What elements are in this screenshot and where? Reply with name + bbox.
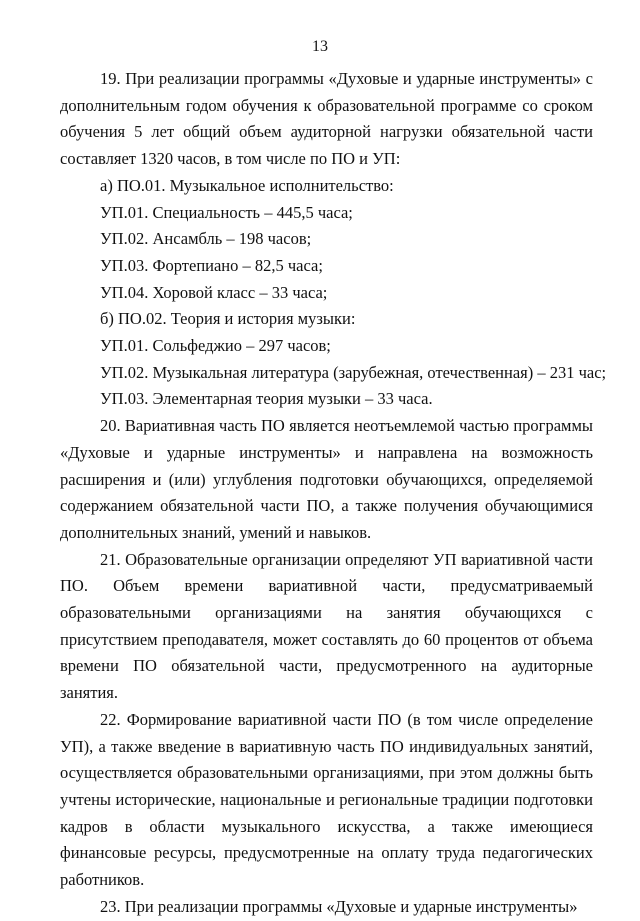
document-body: [60, 66, 607, 921]
hours-list: [60, 173, 607, 413]
list-item: УП.02. Музыкальная литература (зарубежная, отечественная) – 231 час;: [100, 362, 607, 382]
list-item: УП.01. Сольфеджио – 297 часов;: [100, 336, 331, 356]
list-item: УП.03. Фортепиано – 82,5 часа;: [100, 255, 323, 275]
list-item: УП.02. Ансамбль – 198 часов;: [100, 229, 312, 249]
list-item: б) ПО.02. Теория и история музыки:: [100, 309, 356, 329]
paragraph-22: 22. Формирование вариативной части ПО (в том числе определение УП), а также введение в вариативную часть ПО индивидуальных занятий, осуществляется образовательными организациями, при этом должны быть учтены исторические, национальные и региональные традиции подготовки кадров в области музыкального искусства, а также имеющиеся финансовые ресурсы, предусмотренные на оплату труда педагогических работников.: [60, 709, 593, 890]
paragraph-20: 20. Вариативная часть ПО является неотъемлемой частью программы «Духовые и ударные инструменты» и направлена на возможность расширения и (или) углубления подготовки обучающихся, определяемой содержанием обязательной части ПО, а также получения обучающимися дополнительных знаний, умений и навыков.: [60, 416, 593, 542]
paragraph-23: 23. При реализации программы «Духовые и ударные инструменты»: [100, 896, 578, 916]
list-item: а) ПО.01. Музыкальное исполнительство:: [100, 175, 394, 195]
list-item: УП.01. Специальность – 445,5 часа;: [100, 202, 353, 222]
list-item: УП.04. Хоровой класс – 33 часа;: [100, 282, 328, 302]
paragraph-21: 21. Образовательные организации определяют УП вариативной части ПО. Объем времени вариативной части, предусматриваемый образовательными организациями на занятия обучающихся с присутствием преподавателя, может составлять до 60 процентов от объема времени ПО обязательной части, предусмотренного на аудиторные занятия.: [60, 549, 593, 703]
paragraph-19: 19. При реализации программы «Духовые и ударные инструменты» с дополнительным годом обучения к образовательной программе со сроком обучения 5 лет общий объем аудиторной нагрузки обязательной части составляет 1320 часов, в том числе по ПО и УП:: [60, 69, 593, 169]
page-number: 13: [312, 38, 328, 55]
list-item: УП.03. Элементарная теория музыки – 33 часа.: [100, 389, 433, 409]
